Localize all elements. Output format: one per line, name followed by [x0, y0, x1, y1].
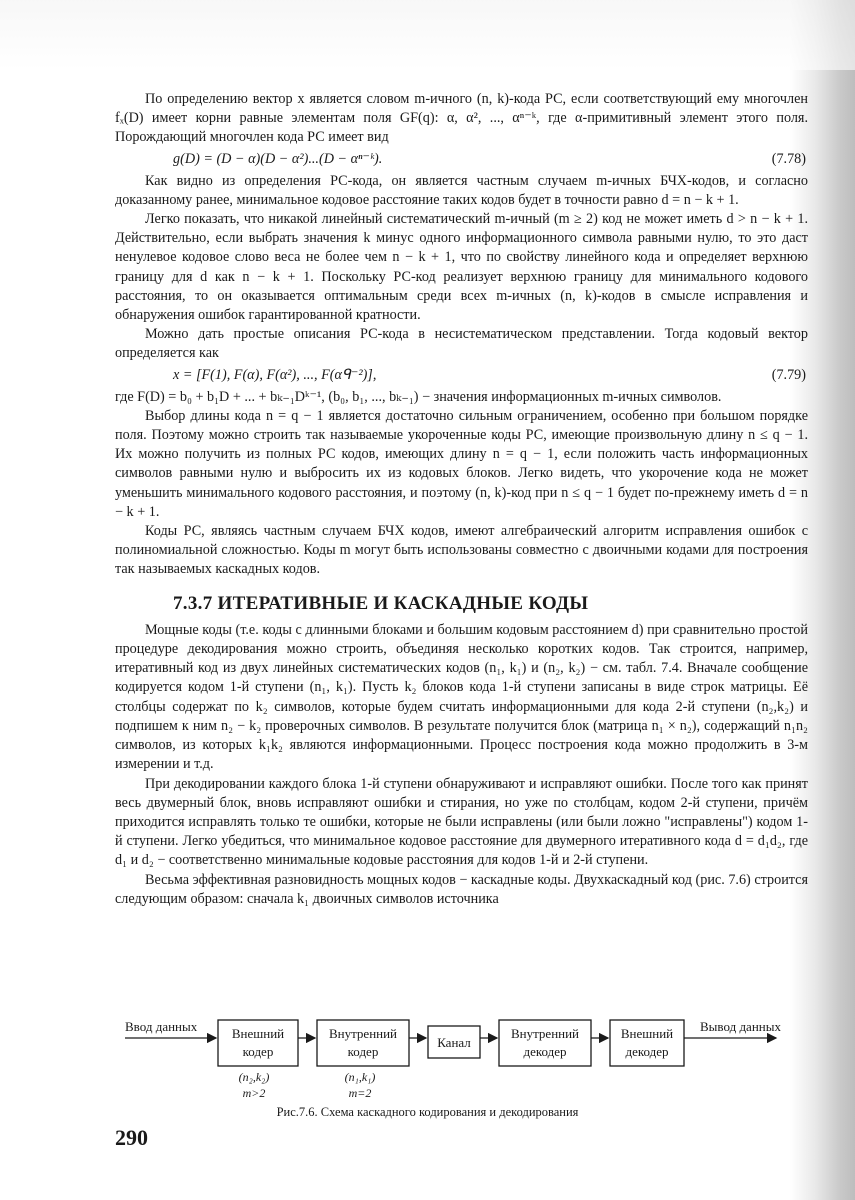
outer-decoder-label: Внешний [620, 1026, 674, 1041]
section-title: 7.3.7 ИТЕРАТИВНЫЕ И КАСКАДНЫЕ КОДЫ [173, 592, 589, 614]
figure-caption: Рис.7.6. Схема каскадного кодирования и декодирования [276, 1105, 579, 1119]
paragraph: Коды РС, являясь частным случаем БЧХ кодов, имеют алгебраический алгоритм исправления ошибок с полиномиальной сложностью. Коды m могут быть использованы совместно с двоичными кодами для построения так называемых каскадных кодов. [115, 523, 808, 578]
inner-decoder-label: Внутренний [510, 1026, 580, 1041]
formula-7-78 [115, 148, 808, 172]
input-label: Ввод данных [125, 1019, 198, 1034]
page-body [115, 90, 808, 909]
formula-text: g(D) = (D − α)(D − α²)...(D − αⁿ⁻ᵏ). [173, 151, 383, 167]
cascade-coding-diagram [120, 1010, 810, 1110]
formula-text: x = [F(1), F(α), F(α²), ..., F(αᑫ⁻²)], [173, 367, 377, 384]
paragraph: Можно дать простые описания РС-кода в несистематическом представлении. Тогда кодовый вектор определяется как [115, 326, 808, 362]
channel-label: Канал [437, 1035, 471, 1050]
paragraph: Весьма эффективная разновидность мощных кодов − каскадные коды. Двухкаскадный код (рис. 7.6) строится следующим образом: сначала k₁ двоичных символов источника [115, 871, 808, 907]
paragraph: Мощные коды (т.е. коды с длинными блоками и большим кодовым расстоянием d) при сравнительно простой процедуре декодирования можно строить, объединяя несколько коротких кодов. Так строится, например, итеративный код из двух линейных систематических кодов (n₁, k₁) и (n₂, k₂) − см. табл. 7.4. Вначале сообщение кодируется кодом 1-й ступени (n₁, k₁). Пусть k₂ блоков кода 1-й ступени записаны в виде строк матрицы. Её столбцы содержат по k₂ символов, которые будем считать информационными для кода 2-й ступени (n₂,k₂) и подпишем к ним n₂ − k₂ проверочных символов. В результате получится блок (матрица n₁ × n₂), содержащий n₁n₂ символов, из которых k₁k₂ являются информационными. Процесс построения кода можно продолжить в 3-м измерении и т.д. [115, 621, 808, 773]
output-label: Вывод данных [700, 1019, 781, 1034]
page-number: 290 [115, 1125, 148, 1150]
inner-coder-label: кодер [347, 1044, 379, 1059]
inner-decoder-label: декодер [523, 1044, 567, 1059]
paragraph: По определению вектор x является словом m-ичного (n, k)-кода РС, если соответствующий ему многочлен fₓ(D) имеет корни равные элементам поля GF(q): α, α², ..., αⁿ⁻ᵏ, где α-примитивный элемент этого поля. Порождающий многочлен кода РС имеет вид [115, 91, 808, 146]
formula-number: (7.79) [771, 367, 806, 384]
inner-code-params: (n₁,k₁) [344, 1070, 376, 1084]
formula-number: (7.78) [771, 151, 806, 167]
paragraph: Как видно из определения РС-кода, он является частным случаем m-ичных БЧХ-кодов, и согласно доказанному ранее, минимальное кодовое расстояние таких кодов будет в точности равно d = n − k + 1. [115, 172, 808, 208]
outer-coder-label: кодер [242, 1044, 274, 1059]
paragraph: При декодировании каждого блока 1-й ступени обнаруживают и исправляют ошибки. После того как принят весь двумерный блок, вновь исправляют ошибки и стирания, но уже по столбцам, кодом 2-й ступени, причём приходится исправлять только те ошибки, которые не были исправлены (или были ложно "исправлены") кодом 1-й ступени. Легко убедиться, что минимальное кодовое расстояние для двумерного итеративного кода d = d₁d₂, где d₁ и d₂ − соответственно минимальные кодовые расстояния для кодов 1-й и 2-й ступени. [115, 775, 808, 869]
scan-shadow [0, 0, 855, 70]
paragraph: Легко показать, что никакой линейный систематический m-ичный (m ≥ 2) код не может иметь d > n − k + 1. Действительно, если выбрать значения k минус одного информационного символа равными нулю, то это даст ненулевое кодовое слово веса не более чем n − k + 1, что по свойству линейного кода и определяет верхнюю границу для d как n − k + 1. Поскольку РС-код реализует верхнюю границу для минимального кодового расстояния, то он оказывается оптимальным среди всех m-ичных (n, k)-кодов в смысле исправления и обнаружения ошибок гарантированной кратности. [115, 211, 808, 324]
inner-code-m: m=2 [348, 1086, 372, 1100]
outer-decoder-label: декодер [625, 1044, 669, 1059]
outer-coder-label: Внешний [231, 1026, 285, 1041]
paragraph: Выбор длины кода n = q − 1 является достаточно сильным ограничением, особенно при большом порядке поля. Поэтому можно строить так называемые укороченные коды РС, имеющие произвольную длину n ≤ q − 1. Их можно получить из полных РС кодов, имеющих длину n = q − 1, если положить часть информационных символов равными нулю и выбросить их из кодовых блоков. Легко видеть, что укорочение кода не может уменьшить минимального кодового расстояния, и поэтому (n, k)-код при n ≤ q − 1 будет по-прежнему иметь d = n − k + 1. [115, 407, 808, 520]
outer-code-m: m>2 [242, 1086, 266, 1100]
paragraph: где F(D) = b₀ + b₁D + ... + bₖ₋₁Dᵏ⁻¹, (b₀, b₁, ..., bₖ₋₁) − значения информационных m-ичных символов. [115, 388, 722, 405]
formula-7-79 [115, 364, 808, 388]
inner-coder-label: Внутренний [328, 1026, 398, 1041]
outer-code-params: (n₂,k₂) [238, 1070, 270, 1084]
